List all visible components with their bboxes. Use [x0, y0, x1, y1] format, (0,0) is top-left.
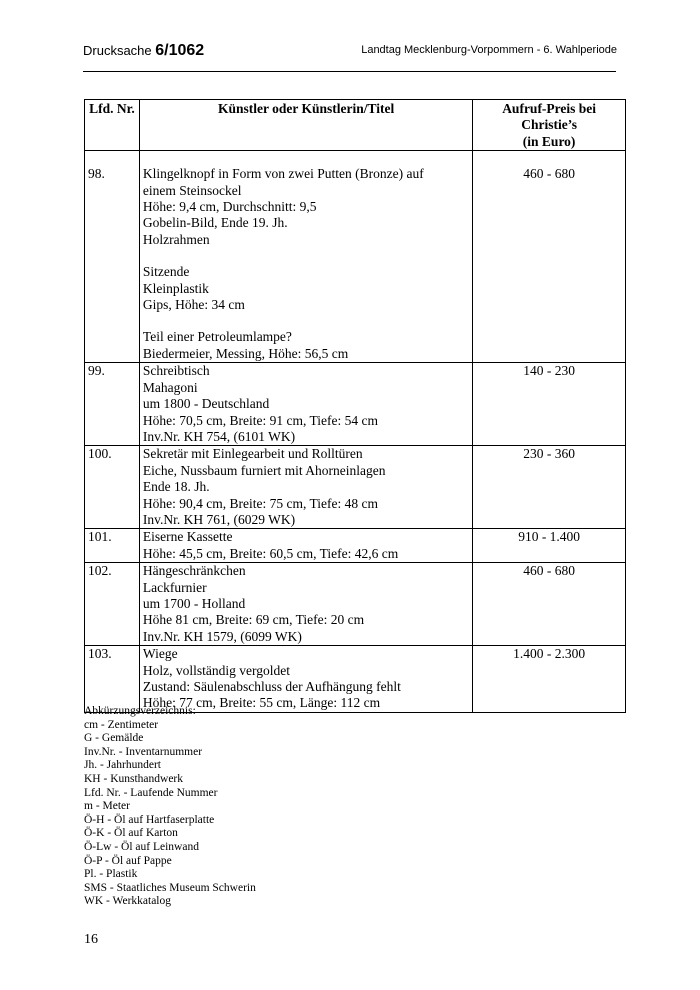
table-header-row: [85, 100, 626, 151]
description-line: Höhe 81 cm, Breite: 69 cm, Tiefe: 20 cm: [142, 612, 365, 628]
description-line: Höhe: 9,4 cm, Durchschnitt: 9,5: [142, 199, 317, 215]
description-line: Holz, vollständig vergoldet: [142, 662, 291, 678]
description-line: Sekretär mit Einlegearbeit und Rolltüren: [142, 446, 363, 462]
row-number: 98.: [85, 151, 140, 363]
description-line: Höhe: 45,5 cm, Breite: 60,5 cm, Tiefe: 42,6 cm: [142, 545, 399, 561]
row-price: 140 - 230: [473, 363, 626, 446]
description-line: Eiserne Kassette: [142, 529, 233, 545]
page-number: 16: [84, 932, 98, 947]
abbreviation-item: Ö-Lw - Öl auf Leinwand: [84, 840, 199, 853]
description-line: einem Steinsockel: [142, 182, 242, 198]
price-header-line: Aufruf-Preis bei: [502, 101, 597, 116]
description-line: Hängeschränkchen: [142, 563, 246, 579]
document-id: [83, 42, 204, 60]
abbreviation-heading: Abkürzungsverzeichnis:: [84, 705, 196, 717]
abbreviation-item: Ö-K - Öl auf Karton: [84, 827, 178, 840]
description-line: Holzrahmen: [142, 231, 210, 247]
row-description: [139, 563, 472, 646]
row-number: 101.: [85, 529, 140, 563]
table-row: [85, 363, 626, 446]
parliament-name: Landtag Mecklenburg-Vorpommern - 6. Wahlperiode: [361, 44, 617, 56]
abbreviation-item: m - Meter: [84, 800, 130, 813]
abbreviation-item: Ö-P - Öl auf Pappe: [84, 854, 172, 867]
row-price: 460 - 680: [473, 563, 626, 646]
description-line: Lackfurnier: [142, 579, 207, 595]
row-price: 460 - 680: [473, 151, 626, 363]
description-line: Inv.Nr. KH 754, (6101 WK): [142, 428, 296, 444]
description-line: Teil einer Petroleumlampe?: [142, 329, 292, 345]
row-description: [139, 646, 472, 713]
description-line: Ende 18. Jh.: [142, 479, 210, 495]
artwork-table: [84, 99, 626, 713]
description-line: Zustand: Säulenabschluss der Aufhängung fehlt: [142, 679, 401, 694]
row-price: 1.400 - 2.300: [473, 646, 626, 713]
abbreviation-item: Ö-H - Öl auf Hartfaserplatte: [84, 813, 215, 826]
description-line: Klingelknopf in Form von zwei Putten (Bronze) auf: [142, 166, 424, 182]
abbreviation-item: Pl. - Plastik: [84, 868, 138, 881]
row-number: 100.: [85, 446, 140, 529]
row-number: 103.: [85, 646, 140, 713]
description-line: Höhe: 70,5 cm, Breite: 91 cm, Tiefe: 54 cm: [142, 412, 379, 428]
column-header-price: [473, 100, 626, 151]
row-description: [139, 529, 472, 563]
description-line: Höhe: 90,4 cm, Breite: 75 cm, Tiefe: 48 cm: [142, 495, 379, 511]
abbreviation-item: cm - Zentimeter: [84, 718, 159, 731]
description-line: um 1700 - Holland: [142, 595, 246, 611]
column-header-title: Künstler oder Künstlerin/Titel: [139, 100, 472, 151]
description-line: Mahagoni: [142, 379, 198, 395]
abbreviation-item: Inv.Nr. - Inventarnummer: [84, 745, 203, 758]
description-line: Höhe: 77 cm, Breite: 55 cm, Länge: 112 cm: [142, 695, 381, 711]
row-description: [139, 446, 472, 529]
row-description: [139, 363, 472, 446]
description-line: Kleinplastik: [142, 280, 209, 296]
column-header-number: Lfd. Nr.: [85, 100, 140, 151]
table-row: [85, 529, 626, 563]
description-line: Sitzende: [142, 264, 190, 280]
description-line: Inv.Nr. KH 1579, (6099 WK): [142, 628, 302, 644]
price-header-line: Christie’s: [521, 117, 577, 133]
abbreviation-item: G - Gemälde: [84, 732, 144, 745]
table-row: [85, 151, 626, 363]
description-line: Wiege: [142, 646, 178, 662]
abbreviation-item: SMS - Staatliches Museum Schwerin: [84, 881, 256, 894]
table-row: [85, 646, 626, 713]
row-price: 230 - 360: [473, 446, 626, 529]
row-number: 99.: [85, 363, 140, 446]
abbreviation-item: Jh. - Jahrhundert: [84, 759, 161, 772]
description-line: Schreibtisch: [142, 363, 210, 379]
abbreviation-item: WK - Werkkatalog: [84, 895, 171, 908]
abbreviation-item: Lfd. Nr. - Laufende Nummer: [84, 786, 218, 799]
table-row: [85, 446, 626, 529]
table-row: [85, 563, 626, 646]
price-header-line: (in Euro): [522, 133, 576, 149]
row-price: 910 - 1.400: [473, 529, 626, 563]
row-description: [139, 151, 472, 363]
description-line: Biedermeier, Messing, Höhe: 56,5 cm: [142, 345, 349, 361]
abbreviation-item: KH - Kunsthandwerk: [84, 772, 184, 785]
description-line: Eiche, Nussbaum furniert mit Ahorneinlagen: [142, 462, 386, 478]
row-number: 102.: [85, 563, 140, 646]
description-line: um 1800 - Deutschland: [142, 396, 270, 412]
abbreviation-list: [84, 705, 256, 909]
description-line: Gobelin-Bild, Ende 19. Jh.: [142, 215, 288, 231]
document-label: Drucksache: [83, 43, 152, 58]
description-line: Inv.Nr. KH 761, (6029 WK): [142, 511, 296, 527]
document-number: 6/1062: [155, 42, 205, 59]
header-divider: [83, 71, 616, 72]
description-line: Gips, Höhe: 34 cm: [142, 297, 245, 313]
